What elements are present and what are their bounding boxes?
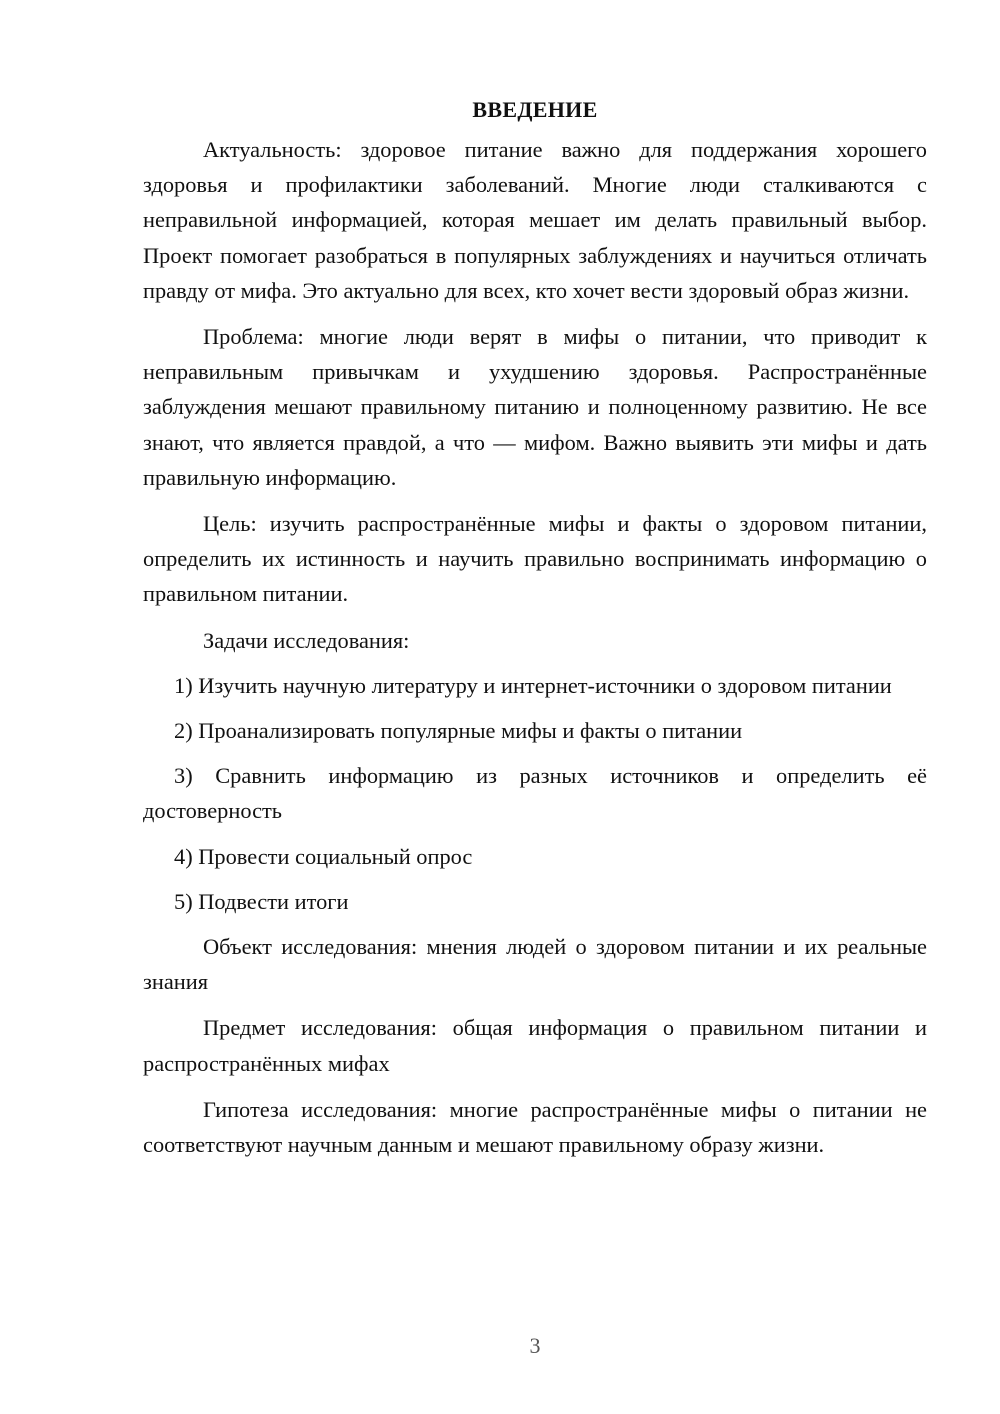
task-item-5: 5) Подвести итоги	[174, 888, 349, 914]
page-number: 3	[529, 1333, 541, 1358]
subject-paragraph: Предмет исследования: общая информация о правильном питании и распространённых мифах	[143, 1015, 927, 1076]
task-item-4: 4) Провести социальный опрос	[174, 843, 473, 869]
hypothesis-paragraph: Гипотеза исследования: многие распространённые мифы о питании не соответствуют научным данным и мешают правильному образу жизни.	[143, 1096, 927, 1158]
section-title: ВВЕДЕНИЕ	[472, 97, 598, 122]
goal-paragraph: Цель: изучить распространённые мифы и факты о здоровом питании, определить их истинность и научить правильно воспринимать информацию о правильном питании.	[143, 511, 927, 607]
relevance-paragraph: Актуальность: здоровое питание важно для поддержания хорошего здоровья и профилактики заболеваний. Многие люди сталкиваются с неправильной информацией, которая мешает им делать правильный выбор. Проект помогает разобраться в популярных заблуждениях и научиться отличать правду от мифа. Это актуально для всех, кто хочет вести здоровый образ жизни.	[143, 137, 927, 303]
task-item-1: 1) Изучить научную литературу и интернет-источники о здоровом питании	[174, 672, 892, 698]
tasks-heading: Задачи исследования:	[203, 627, 410, 653]
task-item-3: 3) Сравнить информацию из разных источников и определить её достоверность	[143, 763, 927, 824]
task-item-2: 2) Проанализировать популярные мифы и факты о питании	[174, 718, 743, 744]
object-paragraph: Объект исследования: мнения людей о здоровом питании и их реальные знания	[143, 934, 927, 995]
problem-paragraph: Проблема: многие люди верят в мифы о питании, что приводит к неправильным привычкам и ухудшению здоровья. Распространённые заблуждения мешают правильному питанию и полноценному развитию. Не все знают, что является правдой, а что — мифом. Важно выявить эти мифы и дать правильную информацию.	[143, 324, 927, 490]
